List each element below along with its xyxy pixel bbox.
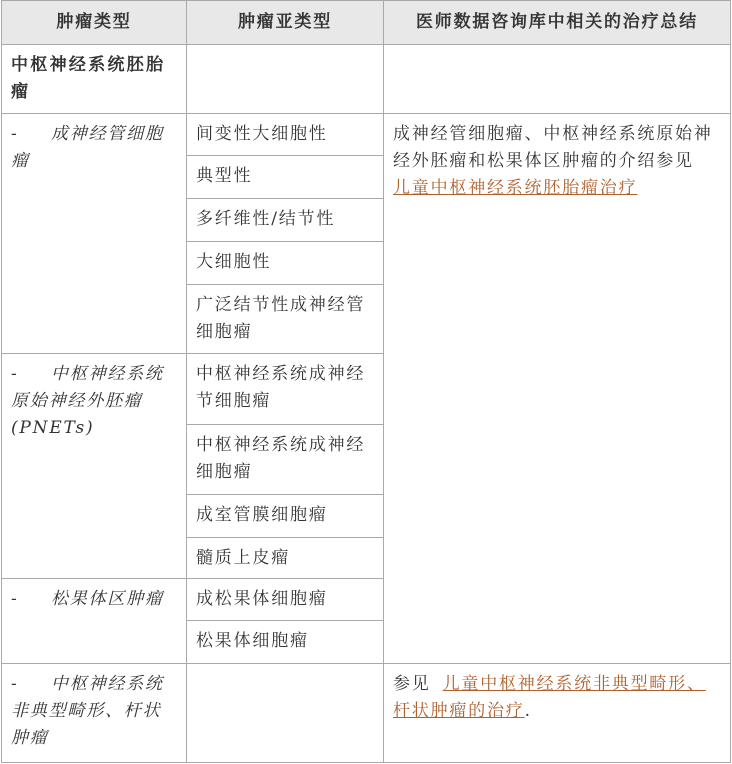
subtype-cell-empty: [187, 664, 384, 763]
tumor-type-label: 成神经管细胞瘤: [11, 124, 164, 171]
list-dash: -: [11, 124, 17, 144]
summary-link-atrt-treatment[interactable]: 儿童中枢神经系统非典型畸形、杆状肿瘤的治疗: [393, 674, 706, 721]
subtype-cell: 间变性大细胞性: [187, 114, 384, 156]
subtype-cell: 中枢神经系统成神经细胞瘤: [187, 425, 384, 495]
tumor-type-label: 中枢神经系统原始神经外胚瘤(PNETs): [11, 364, 164, 438]
list-dash: -: [11, 589, 17, 609]
summary-suffix: .: [524, 701, 532, 721]
header-treatment-summary: 医师数据咨询库中相关的治疗总结: [384, 1, 731, 45]
subtype-cell: 中枢神经系统成神经节细胞瘤: [187, 354, 384, 425]
tumor-treatment-table: [1, 0, 731, 763]
header-row: [2, 1, 731, 45]
list-dash: -: [11, 364, 17, 384]
summary-cell-empty: [384, 45, 731, 114]
subtype-cell-empty: [187, 45, 384, 114]
subtype-cell: 多纤维性/结节性: [187, 199, 384, 242]
summary-see-prefix: 参见: [393, 674, 431, 694]
tumor-group-title: 中枢神经系统胚胎瘤: [11, 55, 166, 102]
table-row: [2, 45, 731, 114]
subtype-cell: 大细胞性: [187, 242, 384, 285]
subtype-cell: 髓质上皮瘤: [187, 538, 384, 579]
tumor-type-label: 松果体区肿瘤: [51, 589, 164, 609]
tumor-type-cell-atrt: [2, 664, 187, 763]
header-tumor-subtype: 肿瘤亚类型: [187, 1, 384, 45]
subtype-cell: 成室管膜细胞瘤: [187, 495, 384, 538]
tumor-type-cell-pnets: [2, 354, 187, 579]
subtype-cell: 广泛结节性成神经管细胞瘤: [187, 285, 384, 354]
summary-cell-atrt: [384, 664, 731, 763]
subtype-cell: 典型性: [187, 156, 384, 199]
table-row: [2, 664, 731, 763]
summary-link-embryonal-treatment[interactable]: 儿童中枢神经系统胚胎瘤治疗: [393, 178, 638, 198]
list-dash: -: [11, 674, 17, 694]
table-row: [2, 114, 731, 156]
subtype-cell: 松果体细胞瘤: [187, 621, 384, 664]
summary-cell-embryonal: [384, 114, 731, 664]
tumor-type-cell-medulloblastoma: [2, 114, 187, 354]
tumor-type-cell-pineal: [2, 579, 187, 664]
tumor-group-cell: [2, 45, 187, 114]
subtype-cell: 成松果体细胞瘤: [187, 579, 384, 621]
summary-text: 成神经管细胞瘤、中枢神经系统原始神经外胚瘤和松果体区肿瘤的介绍参见: [393, 124, 713, 171]
header-tumor-type: 肿瘤类型: [2, 1, 187, 45]
tumor-type-label: 中枢神经系统非典型畸形、杆状肿瘤: [11, 674, 164, 748]
